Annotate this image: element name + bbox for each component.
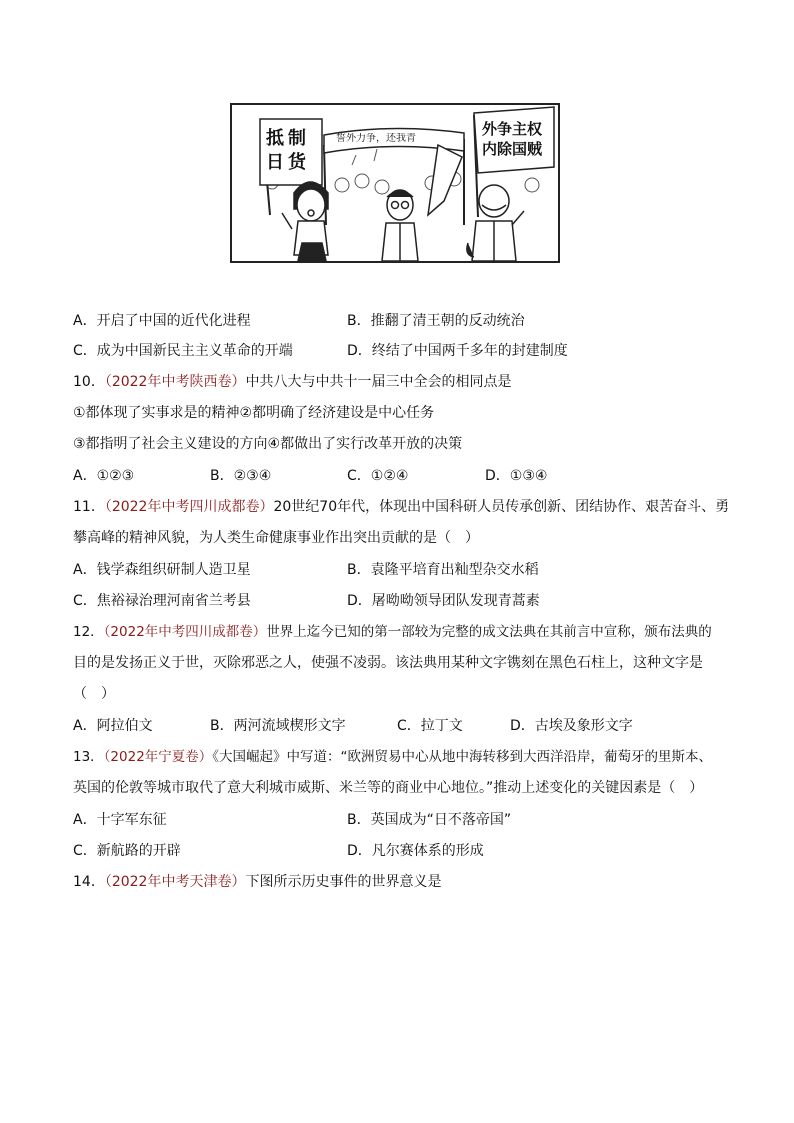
- q13-option-c: C．新航路的开辟: [73, 843, 181, 859]
- q12-stem-line-1: [73, 622, 712, 642]
- q10-option-a: A．①②③: [73, 468, 135, 484]
- q10-option-d: D．①③④: [485, 468, 548, 484]
- q10-item-line-2: ③都指明了社会主义建设的方向④都做出了实行改革开放的决策: [73, 436, 463, 452]
- q10-stem: [73, 372, 511, 392]
- q9-option-c: C．成为中国新民主主义革命的开端: [73, 343, 293, 359]
- q12-option-c: C．拉丁文: [397, 718, 463, 734]
- banner-left-text: 抵制日货: [266, 128, 310, 173]
- q14-stem-text: 下图所示历史事件的世界意义是: [245, 874, 442, 890]
- q12-stem-text-1: 世界上迄今已知的第一部较为完整的成文法典在其前言中宣称，颁布法典的: [266, 624, 712, 640]
- q11-number: 11．: [73, 499, 105, 515]
- q11-option-d: D．屠呦呦领导团队发现青蒿素: [347, 593, 540, 609]
- q13-source: （2022年宁夏卷）: [103, 749, 213, 765]
- q9-option-b: B．推翻了清王朝的反动统治: [347, 313, 525, 329]
- q13-number: 13．: [73, 749, 104, 765]
- girl-figure: [282, 182, 328, 261]
- q9-option-a: A．开启了中国的近代化进程: [73, 313, 251, 329]
- q11-option-c: C．焦裕禄治理河南省兰考县: [73, 593, 251, 609]
- q11-option-b: B．袁隆平培育出籼型杂交水稻: [347, 562, 539, 578]
- q12-option-d: D．古埃及象形文字: [510, 718, 633, 734]
- q10-item-line-1: ①都体现了实事求是的精神②都明确了经济建设是中心任务: [73, 405, 435, 421]
- q10-number: 10．: [73, 374, 105, 390]
- q12-answer-bracket: （ ）: [73, 686, 115, 702]
- banner-right-text: 外争主权内除国贼: [482, 120, 543, 158]
- q14-number: 14．: [73, 874, 105, 890]
- q12-option-a: A．阿拉伯文: [73, 718, 153, 734]
- q13-option-b: B．英国成为“日不落帝国”: [347, 812, 512, 828]
- q11-stem-line-1: [73, 497, 729, 517]
- q11-source: （2022年中考四川成都卷）: [104, 499, 274, 515]
- q11-stem-line-2: 攀高峰的精神风貌，为人类生命健康事业作出突出贡献的是（ ）: [73, 530, 479, 546]
- q13-stem-text-1: 《大国崛起》中写道：“欧洲贸易中心从地中海转移到大西洋沿岸，葡萄牙的里斯本、: [212, 749, 713, 765]
- q11-option-a: A．钱学森组织研制人造卫星: [73, 562, 251, 578]
- q11-stem-text-1: 20世纪70年代，体现出中国科研人员传承创新、团结协作、艰苦奋斗、勇: [273, 499, 730, 515]
- q12-option-b: B．两河流域楔形文字: [210, 718, 346, 734]
- q14-source: （2022年中考天津卷）: [104, 874, 246, 890]
- q13-stem-line-2: 英国的伦敦等城市取代了意大利城市威斯、米兰等的商业中心地位。”推动上述变化的关键因素是（ ）: [73, 780, 704, 796]
- q14-stem: [73, 872, 441, 892]
- q10-source: （2022年中考陕西卷）: [104, 374, 246, 390]
- q10-option-b: B．②③④: [210, 468, 272, 484]
- banner-middle-text: 誓外力争，还我青: [336, 133, 416, 144]
- q9-option-d: D．终结了中国两千多年的封建制度: [347, 343, 568, 359]
- q13-stem-line-1: [73, 747, 712, 767]
- q10-option-c: C．①②④: [347, 468, 409, 484]
- q13-option-a: A．十字军东征: [73, 812, 167, 828]
- cartoon-illustration: [230, 103, 560, 263]
- q12-number: 12．: [73, 624, 104, 640]
- q13-option-d: D．凡尔赛体系的形成: [347, 843, 484, 859]
- q12-source: （2022年中考四川成都卷）: [103, 624, 267, 640]
- q10-stem-text: 中共八大与中共十一届三中全会的相同点是: [245, 374, 512, 390]
- man-with-glasses-figure: [382, 190, 418, 261]
- bald-man-figure: [467, 185, 524, 261]
- q12-stem-line-2: 目的是发扬正义于世，灭除邪恶之人，使强不凌弱。该法典用某种文字镌刻在黑色石柱上，这种文字是: [73, 655, 703, 671]
